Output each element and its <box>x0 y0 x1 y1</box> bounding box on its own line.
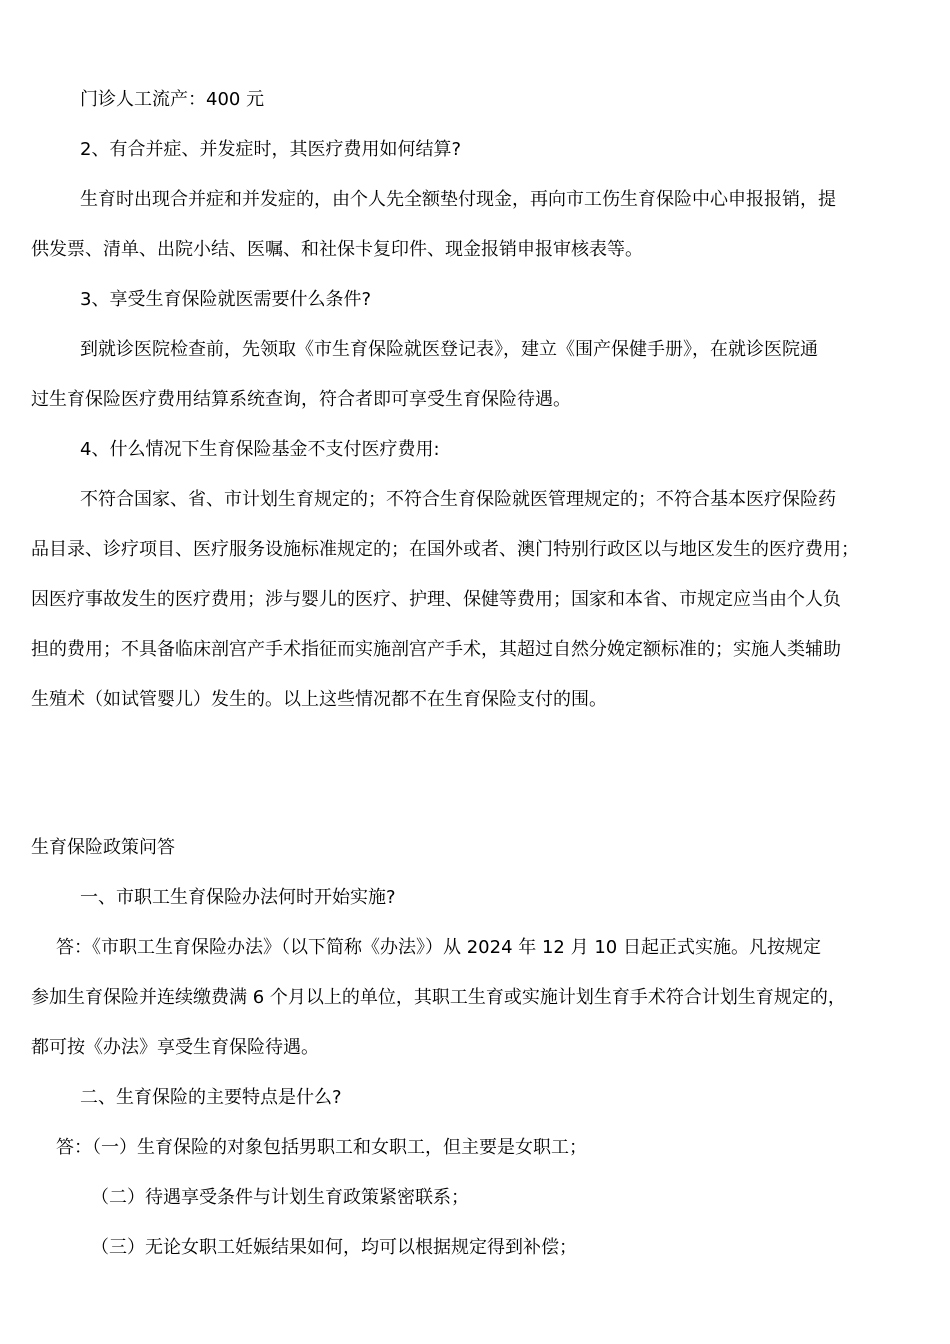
paragraph-line: 门诊人工流产：400 元 <box>80 89 265 110</box>
paragraph-line: 过生育保险医疗费用结算系统查询，符合者即可享受生育保险待遇。 <box>31 389 571 410</box>
answer-sub-item: （三）无论女职工妊娠结果如何，均可以根据规定得到补偿； <box>91 1237 577 1258</box>
paragraph-line: 生育时出现合并症和并发症的，由个人先全额垫付现金，再向市工伤生育保险中心申报报销，提 <box>80 189 836 210</box>
answer-line: 答：《市职工生育保险办法》（以下简称《办法》）从 2024 年 12 月 10 日起正式实施。凡按规定 <box>56 937 821 958</box>
paragraph-line: 因医疗事故发生的医疗费用；涉与婴儿的医疗、护理、保健等费用；国家和本省、市规定应当由个人负 <box>31 589 841 610</box>
paragraph-line: 不符合国家、省、市计划生育规定的；不符合生育保险就医管理规定的；不符合基本医疗保险药 <box>80 489 836 510</box>
answer-sub-item: （二）待遇享受条件与计划生育政策紧密联系； <box>91 1187 469 1208</box>
paragraph-line: 到就诊医院检查前，先领取《市生育保险就医登记表》，建立《围产保健手册》，在就诊医院通 <box>80 339 818 360</box>
answer-line: 参加生育保险并连续缴费满 6 个月以上的单位，其职工生育或实施计划生育手术符合计划生育规定的， <box>31 987 846 1008</box>
section-title: 生育保险政策问答 <box>31 837 175 858</box>
question-heading: 二、生育保险的主要特点是什么? <box>80 1087 342 1108</box>
paragraph-line: 生殖术（如试管婴儿）发生的。以上这些情况都不在生育保险支付的围。 <box>31 689 607 710</box>
question-heading: 一、市职工生育保险办法何时开始实施? <box>80 887 396 908</box>
question-heading: 3、享受生育保险就医需要什么条件? <box>80 289 372 310</box>
answer-line: 答：（一）生育保险的对象包括男职工和女职工，但主要是女职工； <box>56 1137 587 1158</box>
paragraph-line: 供发票、清单、出院小结、医嘱、和社保卡复印件、现金报销申报审核表等。 <box>31 239 643 260</box>
answer-line: 都可按《办法》享受生育保险待遇。 <box>31 1037 319 1058</box>
question-heading: 2、有合并症、并发症时，其医疗费用如何结算? <box>80 139 462 160</box>
paragraph-line: 品目录、诊疗项目、医疗服务设施标准规定的；在国外或者、澳门特别行政区以与地区发生的医疗费用； <box>31 539 859 560</box>
question-heading: 4、什么情况下生育保险基金不支付医疗费用: <box>80 439 440 460</box>
paragraph-line: 担的费用；不具备临床剖宫产手术指征而实施剖宫产手术，其超过自然分娩定额标准的；实施人类辅助 <box>31 639 841 660</box>
